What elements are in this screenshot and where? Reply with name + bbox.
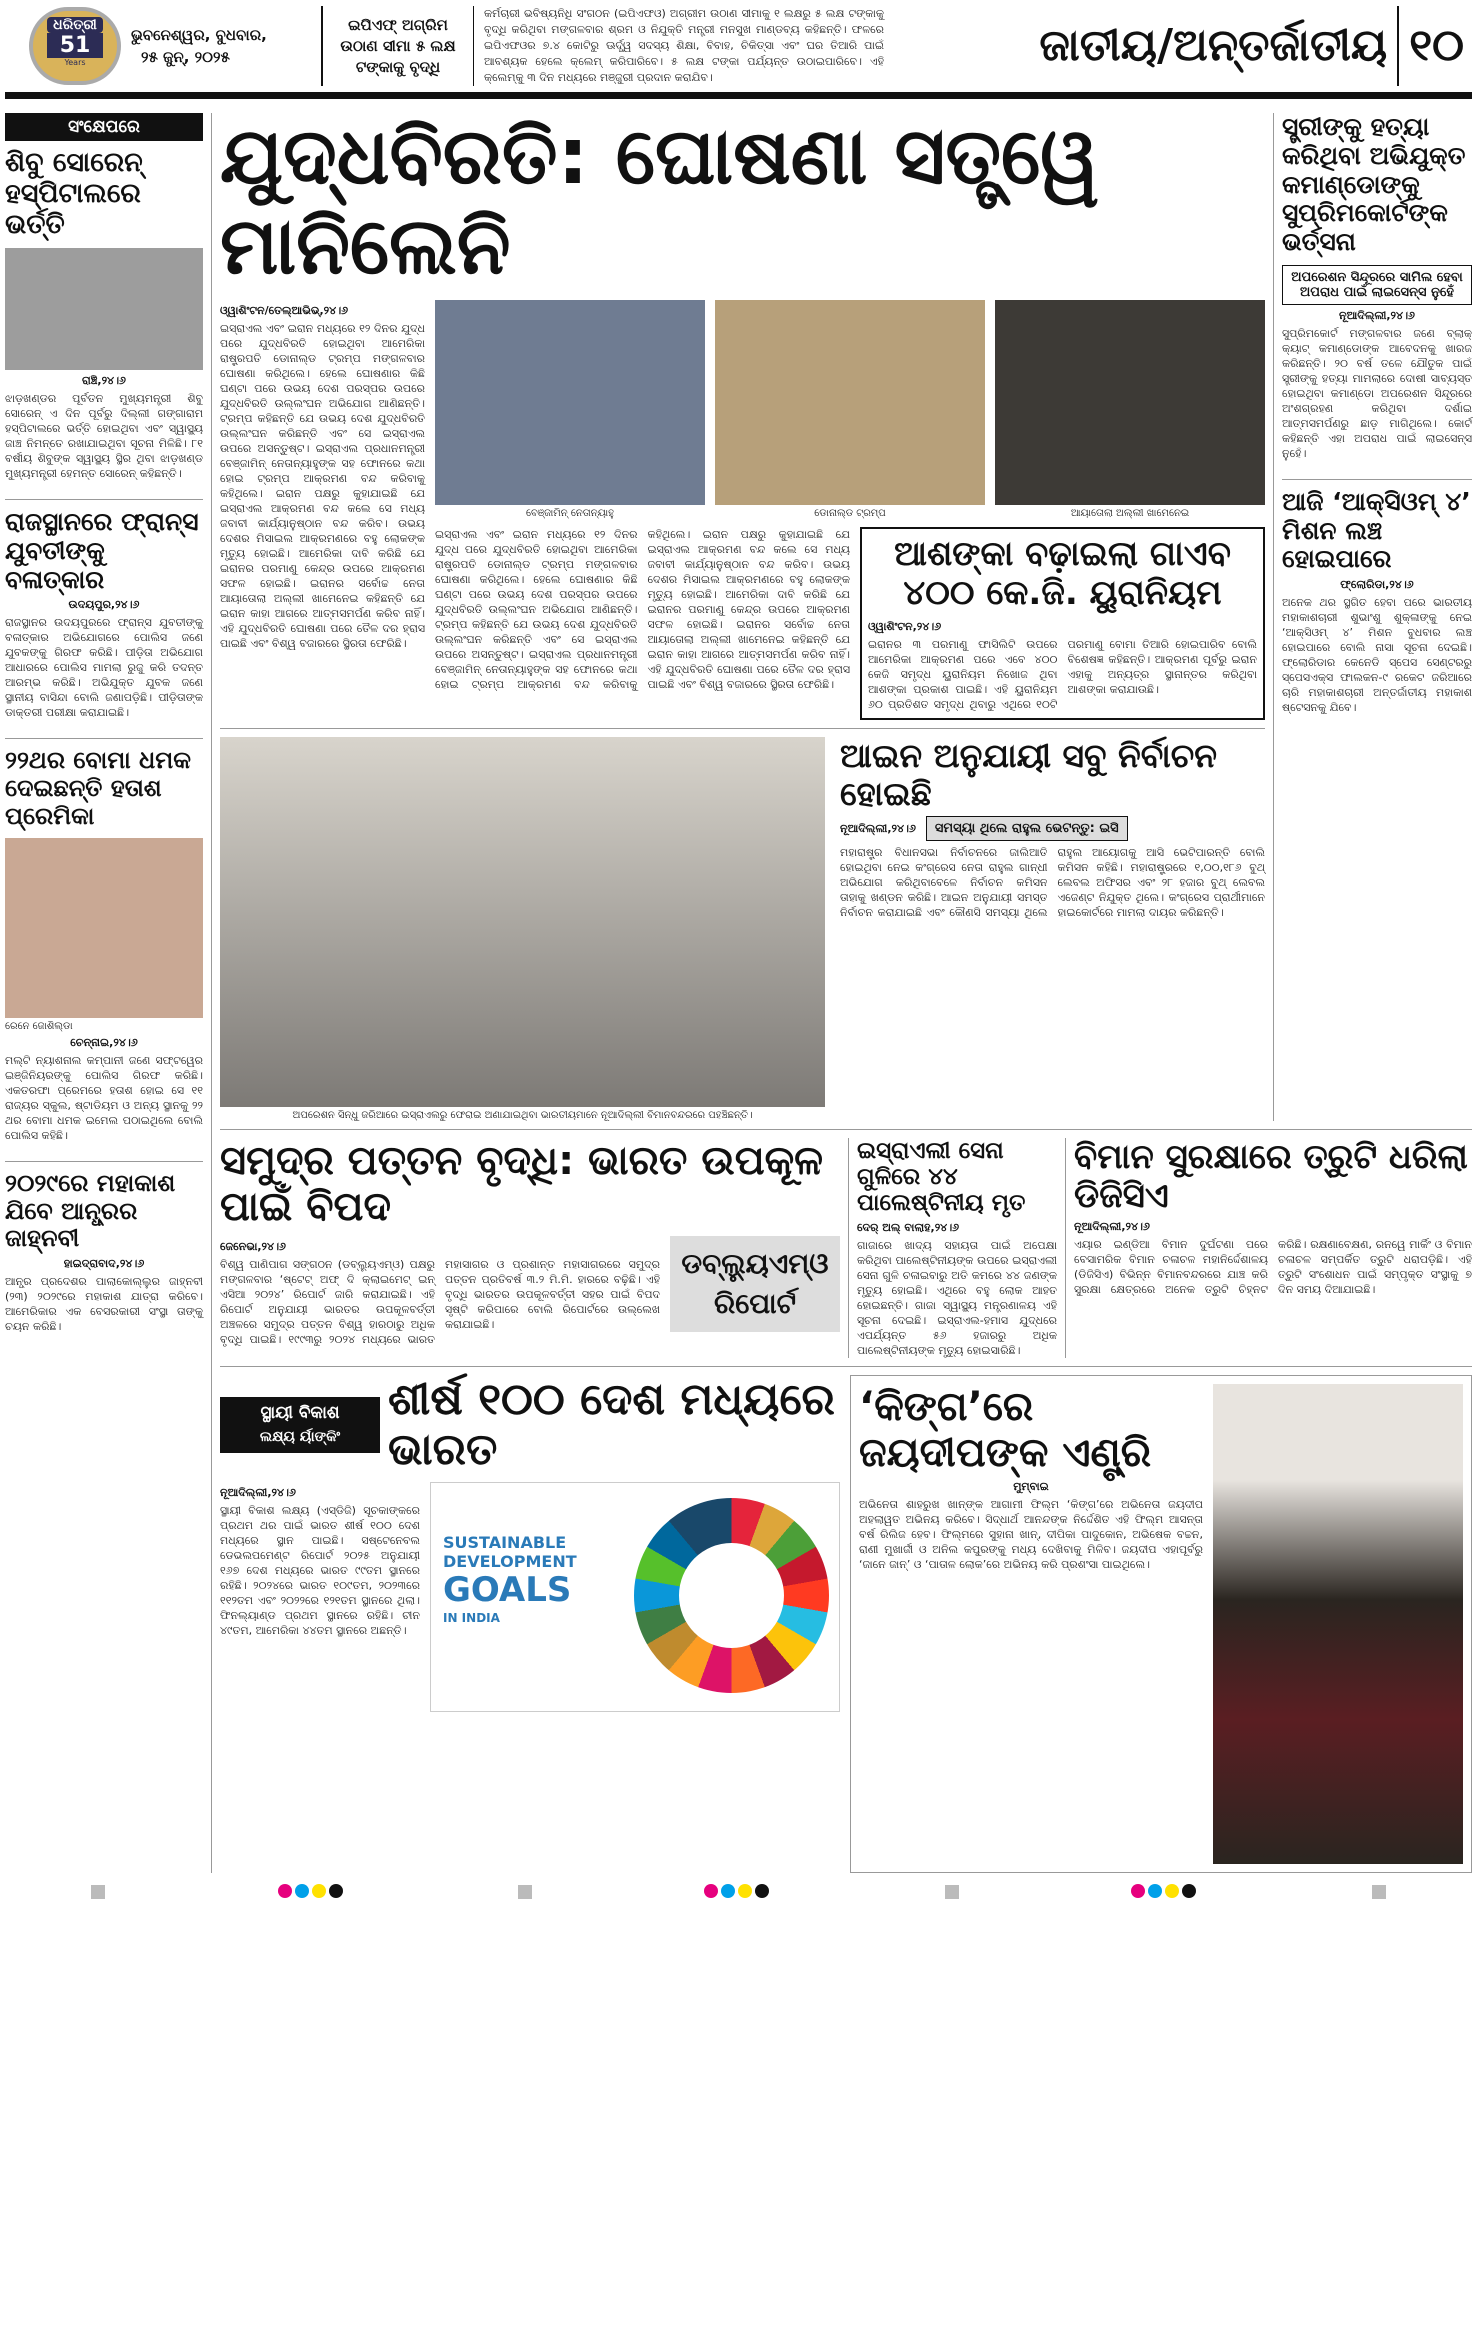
story-body: ଝାଡ଼ଖଣ୍ଡର ପୂର୍ବତନ ମୁଖ୍ୟମନ୍ତ୍ରୀ ଶିବୁ ସୋରେନ୍ ଏ ଦିନ ପୂର୍ବରୁ ଦିଲ୍ଲୀ ଗଙ୍ଗାରାମ ହସ୍ପିଟାଲରେ ଭର୍ତ୍ତି ହୋଇଥିବା ଏବଂ ସ୍ୱାସ୍ଥ୍ୟ ଜାଞ୍ଚ ନିମନ୍ତେ ରଖାଯାଇଥିବା ସୂଚନା ମିଳିଛି। ୮୧ ବର୍ଷୀୟ ଶିବୁଙ୍କ ସ୍ୱାସ୍ଥ୍ୟ ସ୍ଥିର ଥିବା ଝାଡ଼ଖଣ୍ଡ ମୁଖ୍ୟମନ୍ତ୍ରୀ ହେମନ୍ତ ସୋରେନ୍ କହିଛନ୍ତି। <box>5 392 203 481</box>
sdg-content <box>220 1482 840 1712</box>
lead-headline: ଯୁଦ୍ଧବିରତି: ଘୋଷଣା ସତ୍ତ୍ୱେ ମାନିଲେନି <box>220 112 1099 292</box>
dateline: ଓ୍ୱାଶିଂଟନ/ତେଲ୍‌ଆଭିଭ୍,୨୪।୬ <box>220 304 349 318</box>
dateline-date: ୨୫ ଜୁନ୍, ୨୦୨୫ <box>141 48 230 66</box>
divider <box>321 6 323 86</box>
photo-trump <box>715 300 985 505</box>
dateline: ନୂଆଦିଲ୍ଲୀ,୨୪।୬ <box>1339 308 1415 322</box>
photo-netanyahu <box>435 300 705 505</box>
dateline-city: ଭୁବନେଶ୍ୱର, ବୁଧବାର, <box>131 26 267 44</box>
row-divider <box>220 728 1265 729</box>
sdg-tag-bottom: ଲକ୍ଷ୍ୟ ର୍ୟାଙ୍କିଂ <box>259 1429 341 1446</box>
logo-emblem <box>29 7 121 85</box>
story-title: ଶିବୁ ସୋରେନ୍ ହସ୍ପିଟାଲରେ ଭର୍ତ୍ତି <box>5 147 143 241</box>
dateline: ରାଞ୍ଚି,୨୪।୬ <box>82 374 126 388</box>
brief-text: କର୍ମଚାରୀ ଭବିଷ୍ୟନିଧି ସଂଗଠନ (ଇପିଏଫଓ) ଅଗ୍ରୀମ ଉଠାଣ ସୀମାକୁ ୧ ଲକ୍ଷରୁ ୫ ଲକ୍ଷ ଟଙ୍କାକୁ ବୃଦ୍ଧି କରିଥିବା ମଙ୍ଗଳବାର ଶ୍ରମ ଓ ନିଯୁକ୍ତି ମନ୍ତ୍ରୀ ମନସୁଖ ମାଣ୍ଡବ୍ୟ କହିଛନ୍ତି। ଫଳରେ ଇପିଏଫଓର ୭.୪ କୋଟିରୁ ଊର୍ଦ୍ଧ୍ୱ ସଦସ୍ୟ ଶିକ୍ଷା, ବିବାହ, ଚିକିତ୍ସା ଏବଂ ଘର ତିଆରି ପାଇଁ ଆବଶ୍ୟକ ହେଲେ କ୍ଲେମ୍ କରିପାରିବେ। ୫ ଲକ୍ଷ ଟଙ୍କା ପର୍ଯ୍ୟନ୍ତ ଉଠାଇପାରିବେ। ଏହି କ୍ଲେମ୍‌କୁ ୩ ଦିନ ମଧ୍ୟରେ ମଞ୍ଜୁରୀ ପ୍ରଦାନ କରାଯିବ। <box>484 7 884 84</box>
lead-right <box>435 300 1265 719</box>
lead-area <box>220 113 1265 1121</box>
sea-content <box>220 1236 840 1347</box>
row-divider <box>220 1129 1472 1130</box>
dateline: ଚେନ୍ନାଇ,୨୪।୬ <box>70 1036 138 1050</box>
lead-body-cols: ଇସ୍ରାଏଲ ଏବଂ ଇରାନ ମଧ୍ୟରେ ୧୨ ଦିନର ଯୁଦ୍ଧ ପରେ ଯୁଦ୍ଧବିରତି ହୋଇଥିବା ଆମେରିକା ରାଷ୍ଟ୍ରପତି ଡୋନାଲ୍ଡ ଟ୍ରମ୍ପ ମଙ୍ଗଳବାର ଘୋଷଣା କରିଥିଲେ। ହେଲେ ଘୋଷଣାର କିଛି ଘଣ୍ଟା ପରେ ଉଭୟ ଦେଶ ପରସ୍ପର ଉପରେ ଯୁଦ୍ଧବିରତି ଉଲ୍ଲଂଘନ ଅଭିଯୋଗ ଆଣିଛନ୍ତି। ଟ୍ରମ୍ପ କହିଛନ୍ତି ଯେ ଉଭୟ ଦେଶ ଯୁଦ୍ଧବିରତି ଉଲ୍ଲଂଘନ କରିଛନ୍ତି ଏବଂ ସେ ଇସ୍ରାଏଲ ଉପରେ ଅସନ୍ତୁଷ୍ଟ। ଇସ୍ରାଏଲ ପ୍ରଧାନମନ୍ତ୍ରୀ ବେଞ୍ଜାମିନ୍ ନେତାନ୍ୟାହୁଙ୍କ ସହ ଫୋନରେ କଥା ହୋଇ ଟ୍ରମ୍ପ ଆକ୍ରମଣ ବନ୍ଦ କରିବାକୁ କହିଥିଲେ। ଇରାନ ପକ୍ଷରୁ କୁହାଯାଇଛି ଯେ ଇସ୍ରାଏଲ ଆକ୍ରମଣ ବନ୍ଦ କଲେ ସେ ମଧ୍ୟ ଜବାବୀ କାର୍ଯ୍ୟାନୁଷ୍ଠାନ ବନ୍ଦ କରିବ। ଉଭୟ ଦେଶର ମିସାଇଲ ଆକ୍ରମଣରେ ବହୁ ଲୋକଙ୍କ ମୃତ୍ୟୁ ହୋଇଛି। ଆମେରିକା ଦାବି କରିଛି ଯେ ଇରାନର ପରମାଣୁ କେନ୍ଦ୍ର ଉପରେ ଆକ୍ରମଣ ସଫଳ ହୋଇଛି। ଇରାନର ସର୍ବୋଚ୍ଚ ନେତା ଆୟାତୋଲା ଅଲ୍ଲୀ ଖାମେନେଇ କହିଛନ୍ତି ଯେ ଇରାନ କାହା ଆଗରେ ଆତ୍ମସମର୍ପଣ କରିବ ନାହିଁ। ଏହି ଯୁଦ୍ଧବିରତି ଘୋଷଣା ପରେ ତୈଳ ଦର ହ୍ରାସ ପାଇଛି ଏବଂ ବିଶ୍ୱ ବଜାରରେ ସ୍ଥିରତା ଫେରିଛି। <box>435 528 850 692</box>
story-body: ଏୟାର ଇଣ୍ଡିଆ ବିମାନ ଦୁର୍ଘଟଣା ପରେ ବେସାମରିକ ବିମାନ ଚଳାଚଳ ମହାନିର୍ଦ୍ଦେଶାଳୟ (ଡିଜିସିଏ) ବିଭିନ୍ନ ବିମାନବନ୍ଦରରେ ଯାଞ୍ଚ କରି ସୁରକ୍ଷା କ୍ଷେତ୍ରରେ ଅନେକ ତ୍ରୁଟି ଚିହ୍ନଟ କରିଛି। ରକ୍ଷଣାବେକ୍ଷଣ, ରନୱେ ମାର୍କିଂ ଓ ବିମାନ ଚଳାଚଳ ସମ୍ପର୍କିତ ତ୍ରୁଟି ଧରାପଡ଼ିଛି। ଏହି ତ୍ରୁଟି ସଂଶୋଧନ ପାଇଁ ସମ୍ପୃକ୍ତ ସଂସ୍ଥାକୁ ୭ ଦିନ ସମୟ ଦିଆଯାଇଛି। <box>1074 1237 1472 1296</box>
divider <box>473 6 474 86</box>
story-title: ଶୀର୍ଷ ୧୦୦ ଦେଶ ମଧ୍ୟରେ ଭାରତ <box>388 1373 835 1476</box>
sdg-logo-text-block <box>443 1533 577 1628</box>
dateline: ନୂଆଦିଲ୍ଲୀ,୨୪।୬ <box>220 1486 296 1500</box>
story-title: ସ୍ତ୍ରୀଙ୍କୁ ହତ୍ୟା କରିଥିବା ଅଭିଯୁକ୍ତ କମାଣ୍ଡୋଙ୍କୁ ସୁପ୍ରିମକୋର୍ଟଙ୍କ ଭର୍ତ୍ସନା <box>1282 112 1466 256</box>
divider <box>5 738 203 739</box>
divider <box>5 1161 203 1162</box>
lead-story <box>220 300 1265 719</box>
photo-evacuees-airport <box>220 737 825 1107</box>
photo-caption: ଡୋନାଲ୍ଡ ଟ୍ରମ୍ପ <box>814 508 886 520</box>
story-title: ‘କିଙ୍ଗ’ରେ ଜୟଦୀପଙ୍କ ଏଣ୍ଟ୍ରି <box>859 1383 1152 1476</box>
left-column <box>5 113 203 1334</box>
story-body: ଅନେକ ଥର ସ୍ଥଗିତ ହେବା ପରେ ଭାରତୀୟ ମହାକାଶଚାରୀ ଶୁଭାଂଶୁ ଶୁକ୍ଳାଙ୍କୁ ନେଇ ‘ଆକ୍ସିଓମ୍ ୪’ ମିଶନ ବୁଧବାର ଲଞ୍ଚ ହୋଇପାରେ ବୋଲି ନାସା ସୂଚନା ଦେଇଛି। ଫ୍ଲୋରିଡାର କେନେଡି ସ୍ପେସ ସେଣ୍ଟରରୁ ସ୍ପେସଏକ୍ସ ଫାଲକନ-୯ ରକେଟ ଜରିଆରେ ଚାରି ମହାକାଶଚାରୀ ଅନ୍ତର୍ଜାତୀୟ ମହାକାଶ ଷ୍ଟେସନକୁ ଯିବେ। <box>1282 596 1472 714</box>
logo-years: 51 <box>47 33 103 58</box>
section-tag-brief: ସଂକ୍ଷେପରେ <box>5 113 203 141</box>
story-title: ଇସ୍ରାଏଲୀ ସେନା ଗୁଳିରେ ୪୪ ପାଲେଷ୍ଟିନୀୟ ମୃତ <box>857 1137 1026 1217</box>
masthead-rule <box>5 92 1472 99</box>
main-area <box>220 113 1472 1873</box>
page-number: ୧୦ <box>1409 19 1464 71</box>
dateline: ନୂଆଦିଲ୍ଲୀ,୨୪।୬ <box>1074 1219 1150 1233</box>
logo-sub: Years <box>64 58 86 67</box>
print-registration-marks <box>5 1883 1472 1908</box>
story-title: ରାଜସ୍ଥାନରେ ଫ୍ରାନ୍ସ ଯୁବତୀଙ୍କୁ ବଳାତ୍କାର <box>5 507 199 594</box>
story-body: ଇରାନର ୩ ପରମାଣୁ ଫାସିଲିଟି ଉପରେ ଆମେରିକା ଆକ୍ରମଣ ପରେ ଏବେ ୪୦୦ କେଜି ସମୃଦ୍ଧ ୟୁରାନିୟମ ନିଖୋଜ ଥିବା ଆଶଙ୍କା ପ୍ରକାଶ ପାଇଛି। ଏହି ୟୁରାନିୟମ ୬୦ ପ୍ରତିଶତ ସମୃଦ୍ଧ ଥିବାରୁ ଏଥିରେ ୧୦ଟି ପରମାଣୁ ବୋମା ତିଆରି ହୋଇପାରିବ ବୋଲି ବିଶେଷଜ୍ଞ କହିଛନ୍ତି। ଆକ୍ରମଣ ପୂର୍ବରୁ ଇରାନ ଏହାକୁ ଅନ୍ୟତ୍ର ସ୍ଥାନାନ୍ତର କରିଥିବା ଆଶଙ୍କା କରାଯାଉଛି। <box>868 637 1257 711</box>
dateline: ମୁମ୍ବାଇ <box>1013 1479 1049 1493</box>
divider <box>1397 6 1399 86</box>
dateline: ଦେର୍ ଅଲ୍ ବାଲାହ,୨୪।୬ <box>857 1220 960 1234</box>
report-box: ଡବ୍ଲ୍ୟୁଏମ୍ଓ ରିପୋର୍ଟ <box>670 1236 840 1332</box>
mid-section <box>220 737 1265 1121</box>
column-divider <box>1273 113 1274 1121</box>
dateline: ଓ୍ୱାଶିଂଟନ,୨୪।୬ <box>868 619 942 633</box>
sea-story <box>220 1138 840 1347</box>
dateline: ହାଇଦ୍ରାବାଦ,୨୪।୬ <box>63 1256 145 1270</box>
lead-col1 <box>220 300 425 651</box>
photo-caption: ଅପରେଶନ ସିନ୍ଧୁ ଜରିଆରେ ଇସ୍ରାଏଲରୁ ଫେରାଇ ଅଣାଯାଇଥିବା ଭାରତୀୟମାନେ ନୂଆଦିଲ୍ଲୀ ବିମାନବନ୍ଦରରେ ପହଞ୍ଚିଛନ୍ତି। <box>292 1109 753 1121</box>
photo-caption: ବେଞ୍ଜାମିନ୍ ନେତାନ୍ୟାହୁ <box>526 508 614 520</box>
lower-section <box>220 1138 1472 1358</box>
story-body: ମଲ୍ଟି ନ୍ୟାଶନାଲ କମ୍ପାନୀ ଜଣେ ସଫ୍ଟୱେର ଇଞ୍ଜିନିୟରଙ୍କୁ ପୋଲିସ ଗିରଫ କରିଛି। ଏକତରଫା ପ୍ରେମରେ ହତାଶ ହୋଇ ସେ ୧୧ ରାଜ୍ୟର ସ୍କୁଲ, ଷ୍ଟାଡିୟମ ଓ ଅନ୍ୟ ସ୍ଥାନକୁ ୨୨ ଥର ବୋମା ଧମକ ଇମେଲ ପଠାଇଥିଲେ ବୋଲି ପୋଲିସ କହିଛି। <box>5 1054 203 1143</box>
story-body: ଆନ୍ଧ୍ର ପ୍ରଦେଶର ପାଲାକୋଲ୍ଲୁର ଜାହ୍ନବୀ (୨୩) ୨୦୨୯ରେ ମହାକାଶ ଯାତ୍ରା କରିବେ। ଆମେରିକାର ଏକ ବେସରକାରୀ ସଂସ୍ଥା ତାଙ୍କୁ ଚୟନ କରିଛି। <box>5 1274 203 1333</box>
story-title: ଆଶଙ୍କା ବଢ଼ାଇଲା ଗାଏବ ୪୦୦ କେ.ଜି. ୟୁରାନିୟମ <box>894 534 1231 614</box>
sdg-wheel-icon <box>634 1498 829 1693</box>
dateline: ଜେନେଭା,୨୪।୬ <box>220 1239 286 1253</box>
story-title: ବିମାନ ସୁରକ୍ଷାରେ ତ୍ରୁଟି ଧରିଲା ଡିଜିସିଏ <box>1074 1136 1468 1216</box>
dateline: ଫ୍ଲୋରିଡା,୨୪।୬ <box>1340 578 1414 591</box>
dateline <box>131 24 311 68</box>
sdg-logo-text: GOALS <box>443 1570 572 1611</box>
divider <box>1282 479 1472 480</box>
story-body: ସ୍ଥାୟୀ ବିକାଶ ଲକ୍ଷ୍ୟ (ଏସ୍‌ଡିଜି) ସୂଚକାଙ୍କରେ ପ୍ରଥମ ଥର ପାଇଁ ଭାରତ ଶୀର୍ଷ ୧୦୦ ଦେଶ ମଧ୍ୟରେ ସ୍ଥାନ ପାଇଛି। ସଷ୍ଟେନେବଲ ଡେଭଲପମେଣ୍ଟ ରିପୋର୍ଟ ୨୦୨୫ ଅନୁଯାୟୀ ୧୬୭ ଦେଶ ମଧ୍ୟରେ ଭାରତ ୯୯ତମ ସ୍ଥାନରେ ରହିଛି। ୨୦୨୪ରେ ଭାରତ ୧୦୯ତମ, ୨୦୨୩ରେ ୧୧୨ତମ ଏବଂ ୨୦୨୨ରେ ୧୨୧ତମ ସ୍ଥାନରେ ଥିଲା। ଫିନଲ୍ୟାଣ୍ଡ ପ୍ରଥମ ସ୍ଥାନରେ ରହିଛି। ଚୀନ ୪୯ତମ, ଆମେରିକା ୪୪ତମ ସ୍ଥାନରେ ଅଛନ୍ତି। <box>220 1504 420 1638</box>
right-column <box>1282 113 1472 715</box>
brief-title: ଇପିଏଫ୍ ଅଗ୍ରିମ ଉଠାଣ ସୀମା ୫ ଲକ୍ଷ ଟଙ୍କାକୁ ବୃଦ୍ଧି <box>340 15 456 76</box>
story-title: ୨୨ଥର ବୋମା ଧମକ ଦେଇଛନ୍ତି ହତାଶ ପ୍ରେମିକା <box>5 746 191 830</box>
israel-story <box>857 1138 1057 1358</box>
page-body <box>5 113 1472 1873</box>
story-body: ଅଭିନେତା ଶାହରୁଖ ଖାନ୍‌ଙ୍କ ଆଗାମୀ ଫିଲ୍ମ ‘କିଙ୍ଗ’ରେ ଅଭିନେତା ଜୟଦୀପ ଅହଲାୱତ ଅଭିନୟ କରିବେ। ସିଦ୍ଧାର୍ଥ ଆନନ୍ଦଙ୍କ ନିର୍ଦ୍ଦେଶିତ ଏହି ଫିଲ୍ମ ଆସନ୍ତା ବର୍ଷ ରିଲିଜ ହେବ। ଫିଲ୍ମରେ ସୁହାନା ଖାନ୍, ଦୀପିକା ପାଦୁକୋନ, ଅଭିଷେକ ବଚ୍ଚନ, ରାଣୀ ମୁଖାର୍ଜୀ ଓ ଅନିଲ କପୁରଙ୍କୁ ମଧ୍ୟ ଦେଖିବାକୁ ମିଳିବ। ଜୟଦୀପ ଏହାପୂର୍ବରୁ ‘ଜାନେ ଜାନ୍’ ଓ ‘ପାତାଳ ଲୋକ’ରେ ଅଭିନୟ କରି ପ୍ରଶଂସା ପାଇଥିଲେ। <box>859 1497 1203 1571</box>
story-title: ଆଜି ‘ଆକ୍ସିଓମ୍ ୪’ ମିଶନ ଲଞ୍ଚ ହୋଇପାରେ <box>1282 486 1471 574</box>
story-body: ମହାରାଷ୍ଟ୍ର ବିଧାନସଭା ନିର୍ବାଚନରେ ଜାଲିଆତି ହୋଇଥିବା ନେଇ କଂଗ୍ରେସ ନେତା ରାହୁଲ ଗାନ୍ଧୀ ଅଭିଯୋଗ କରିଥିବାବେଳେ ନିର୍ବାଚନ କମିସନ ତାହାକୁ ଖଣ୍ଡନ କରିଛି। ଆଇନ ଅନୁଯାୟୀ ସମସ୍ତ ନିର୍ବାଚନ କରାଯାଇଛି ଏବଂ କୌଣସି ସମସ୍ୟା ଥିଲେ ରାହୁଲ ଆୟୋଗକୁ ଆସି ଭେଟିପାରନ୍ତି ବୋଲି କମିସନ କହିଛି। ମହାରାଷ୍ଟ୍ରରେ ୧,୦୦,୧୮୬ ବୁଥ୍ ଲେବଲ ଅଫିସର ଏବଂ ୨୮ ହଜାର ବୁଥ୍ ଲେବଲ ଏଜେଣ୍ଟ ନିଯୁକ୍ତ ଥିଲେ। କଂଗ୍ରେସ ପ୍ରାର୍ଥୀମାନେ ହାଇକୋର୍ଟରେ ମାମଲା ଦାୟର କରିଛନ୍ତି। <box>840 846 1265 920</box>
story-title: ଆଇନ ଅନୁଯାୟୀ ସବୁ ନିର୍ବାଚନ ହୋଇଛି <box>840 735 1217 813</box>
aviation-story <box>1074 1138 1472 1297</box>
photo-khamenei <box>995 300 1265 505</box>
column-divider <box>211 113 212 1873</box>
election-story <box>840 737 1265 921</box>
election-meta <box>840 816 1265 841</box>
sdg-logo-text: SUSTAINABLE <box>443 1533 567 1553</box>
dateline: ଉଦୟପୁର,୨୪।୬ <box>68 598 140 612</box>
lead-lower <box>435 527 1265 719</box>
story-tag: ଅପରେଶନ ସିନ୍ଦୂରରେ ସାମିଲ ହେବା ଅପରାଧ ପାଇଁ ଲାଇସେନ୍ସ ନୁହେଁ <box>1282 265 1472 305</box>
lead-body-col1: ଇସ୍ରାଏଲ ଏବଂ ଇରାନ ମଧ୍ୟରେ ୧୨ ଦିନର ଯୁଦ୍ଧ ପରେ ଯୁଦ୍ଧବିରତି ହୋଇଥିବା ଆମେରିକା ରାଷ୍ଟ୍ରପତି ଡୋନାଲ୍ଡ ଟ୍ରମ୍ପ ମଙ୍ଗଳବାର ଘୋଷଣା କରିଥିଲେ। ହେଲେ ଘୋଷଣାର କିଛି ଘଣ୍ଟା ପରେ ଉଭୟ ଦେଶ ପରସ୍ପର ଉପରେ ଯୁଦ୍ଧବିରତି ଉଲ୍ଲଂଘନ ଅଭିଯୋଗ ଆଣିଛନ୍ତି। ଟ୍ରମ୍ପ କହିଛନ୍ତି ଯେ ଉଭୟ ଦେଶ ଯୁଦ୍ଧବିରତି ଉଲ୍ଲଂଘନ କରିଛନ୍ତି ଏବଂ ସେ ଇସ୍ରାଏଲ ଉପରେ ଅସନ୍ତୁଷ୍ଟ। ଇସ୍ରାଏଲ ପ୍ରଧାନମନ୍ତ୍ରୀ ବେଞ୍ଜାମିନ୍ ନେତାନ୍ୟାହୁଙ୍କ ସହ ଫୋନରେ କଥା ହୋଇ ଟ୍ରମ୍ପ ଆକ୍ରମଣ ବନ୍ଦ କରିବାକୁ କହିଥିଲେ। ଇରାନ ପକ୍ଷରୁ କୁହାଯାଇଛି ଯେ ଇସ୍ରାଏଲ ଆକ୍ରମଣ ବନ୍ଦ କଲେ ସେ ମଧ୍ୟ ଜବାବୀ କାର୍ଯ୍ୟାନୁଷ୍ଠାନ ବନ୍ଦ କରିବ। ଉଭୟ ଦେଶର ମିସାଇଲ ଆକ୍ରମଣରେ ବହୁ ଲୋକଙ୍କ ମୃତ୍ୟୁ ହୋଇଛି। ଆମେରିକା ଦାବି କରିଛି ଯେ ଇରାନର ପରମାଣୁ କେନ୍ଦ୍ର ଉପରେ ଆକ୍ରମଣ ସଫଳ ହୋଇଛି। ଇରାନର ସର୍ବୋଚ୍ଚ ନେତା ଆୟାତୋଲା ଅଲ୍ଲୀ ଖାମେନେଇ କହିଛନ୍ତି ଯେ ଇରାନ କାହା ଆଗରେ ଆତ୍ମସମର୍ପଣ କରିବ ନାହିଁ। ଏହି ଯୁଦ୍ଧବିରତି ଘୋଷଣା ପରେ ତୈଳ ଦର ହ୍ରାସ ପାଇଛି ଏବଂ ବିଶ୍ୱ ବଜାରରେ ସ୍ଥିରତା ଫେରିଛି। <box>220 322 425 651</box>
dateline: ନୂଆଦିଲ୍ଲୀ,୨୪।୬ <box>840 822 916 836</box>
bottom-section <box>220 1375 1472 1873</box>
masthead <box>5 6 1472 86</box>
column-divider <box>1065 1138 1066 1358</box>
photo-woman <box>5 838 203 1018</box>
king-text <box>859 1384 1203 1572</box>
logo-text: ଧରିତ୍ରୀ <box>47 17 103 33</box>
sdg-story <box>220 1375 840 1712</box>
photo-block <box>715 300 985 519</box>
sdg-logo-text: IN INDIA <box>443 1611 500 1626</box>
photo-jaideep-ahlawat <box>1213 1384 1463 1864</box>
column-divider <box>848 1138 849 1358</box>
uranium-box <box>860 527 1265 719</box>
story-title: ୨୦୨୯ରେ ମହାକାଶ ଯିବେ ଆନ୍ଧ୍ରର ଜାହ୍ନବୀ <box>5 1169 176 1253</box>
sdg-tag <box>220 1397 380 1453</box>
sdg-header <box>220 1375 840 1476</box>
sdg-text <box>220 1482 420 1638</box>
sdg-tag-top: ସ୍ଥାୟୀ ବିକାଶ <box>260 1403 340 1424</box>
photo-caption: ରେନେ ଜୋଶିଲ୍ଡା <box>5 1021 73 1033</box>
story-tag: ସମସ୍ୟା ଥିଲେ ରାହୁଲ ଭେଟନ୍ତୁ: ଇସି <box>926 816 1128 841</box>
sdg-logo-text: DEVELOPMENT <box>443 1552 577 1572</box>
story-title: ସମୁଦ୍ର ପତ୍ତନ ବୃଦ୍ଧି: ଭାରତ ଉପକୂଳ ପାଇଁ ବିପଦ <box>220 1137 824 1230</box>
photo-shibu-soren <box>5 248 203 370</box>
divider <box>5 499 203 500</box>
sea-text <box>220 1236 660 1347</box>
top-section <box>220 113 1472 1121</box>
king-box <box>850 1375 1472 1873</box>
sdg-logo <box>430 1482 840 1712</box>
row-divider <box>220 1366 1472 1367</box>
photo-caption: ଆୟାତୋଲା ଅଲ୍ଲୀ ଖାମେନେଇ <box>1070 508 1190 520</box>
section-title: ଜାତୀୟ/ଅନ୍ତର୍ଜାତୀୟ <box>1039 19 1388 71</box>
story-body: ରାଜସ୍ଥାନର ଉଦୟପୁରରେ ଫ୍ରାନ୍ସ ଯୁବତୀଙ୍କୁ ବଳାତ୍କାର ଅଭିଯୋଗରେ ପୋଲିସ ଜଣେ ଯୁବକଙ୍କୁ ଗିରଫ କରିଛି। ପୀଡ଼ିତା ଅଭିଯୋଗ ଆଧାରରେ ପୋଲିସ ମାମଲା ରୁଜୁ କରି ତଦନ୍ତ ଆରମ୍ଭ କରିଛି। ଅଭିଯୁକ୍ତ ଯୁବକ ଜଣେ ସ୍ଥାନୀୟ ବାସିନ୍ଦା ବୋଲି ଜଣାପଡ଼ିଛି। ପୀଡ଼ିତାଙ୍କ ଡାକ୍ତରୀ ପରୀକ୍ଷା କରାଯାଇଛି। <box>5 616 203 720</box>
lead-photos <box>435 300 1265 519</box>
story-body: ସୁପ୍ରିମକୋର୍ଟ ମଙ୍ଗଳବାର ଜଣେ ବ୍ଲାକ୍ କ୍ୟାଟ୍ କମାଣ୍ଡୋଙ୍କ ଆବେଦନକୁ ଖାରଜ କରିଛନ୍ତି। ୨୦ ବର୍ଷ ତଳେ ଯୌତୁକ ପାଇଁ ସ୍ତ୍ରୀଙ୍କୁ ହତ୍ୟା ମାମଲାରେ ଦୋଷୀ ସାବ୍ୟସ୍ତ ହୋଇଥିବା କମାଣ୍ଡୋ ଅପରେଶନ ସିନ୍ଦୂରରେ ଅଂଶଗ୍ରହଣ କରିଥିବା ଦର୍ଶାଇ ଆତ୍ମସମର୍ପଣରୁ ଛାଡ଼ ମାଗିଥିଲେ। କୋର୍ଟ କହିଛନ୍ତି ଏହା ଅପରାଧ ପାଇଁ ଲାଇସେନ୍ସ ନୁହେଁ। <box>1282 326 1472 460</box>
story-body: ଗାଜାରେ ଖାଦ୍ୟ ସହାୟତା ପାଇଁ ଅପେକ୍ଷା କରିଥିବା ପାଲେଷ୍ଟିନୀୟଙ୍କ ଉପରେ ଇସ୍ରାଏଲୀ ସେନା ଗୁଳି ଚଳାଇବାରୁ ଅତି କମରେ ୪୪ ଜଣଙ୍କ ମୃତ୍ୟୁ ହୋଇଛି। ଏଥିରେ ବହୁ ଲୋକ ଆହତ ହୋଇଛନ୍ତି। ଗାଜା ସ୍ୱାସ୍ଥ୍ୟ ମନ୍ତ୍ରଣାଳୟ ଏହି ସୂଚନା ଦେଇଛି। ଇସ୍ରାଏଲ-ହମାସ ଯୁଦ୍ଧରେ ଏପର୍ଯ୍ୟନ୍ତ ୫୬ ହଜାରରୁ ଅଧିକ ପାଲେଷ୍ଟିନୀୟଙ୍କ ମୃତ୍ୟୁ ହୋଇସାରିଛି। <box>857 1238 1057 1357</box>
photo-block <box>435 300 705 519</box>
photo-block <box>995 300 1265 519</box>
crowd-photo-block <box>220 737 825 1121</box>
story-body: ବିଶ୍ୱ ପାଣିପାଗ ସଙ୍ଗଠନ (ଡବ୍ଲ୍ୟୁଏମ୍ଓ) ପକ୍ଷରୁ ମଙ୍ଗଳବାର ‘ଷ୍ଟେଟ୍ ଅଫ୍ ଦି କ୍ଲାଇମେଟ୍ ଇନ୍ ଏସିଆ ୨୦୨୪’ ରିପୋର୍ଟ ଜାରି କରାଯାଇଛି। ଏହି ରିପୋର୍ଟ ଅନୁଯାୟୀ ଭାରତର ଉପକୂଳବର୍ତ୍ତୀ ଅଞ୍ଚଳରେ ସମୁଦ୍ର ପତ୍ତନ ବିଶ୍ୱ ହାରଠାରୁ ଅଧିକ ବୃଦ୍ଧି ପାଇଛି। ୧୯୯୩ରୁ ୨୦୨୪ ମଧ୍ୟରେ ଭାରତ ମହାସାଗର ଓ ପ୍ରଶାନ୍ତ ମହାସାଗରରେ ସମୁଦ୍ର ପତ୍ତନ ପ୍ରତିବର୍ଷ ୩.୨ ମି.ମି. ହାରରେ ବଢ଼ିଛି। ଏହି ବୃଦ୍ଧି ଭାରତର ଉପକୂଳବର୍ତ୍ତୀ ସହର ପାଇଁ ବିପଦ ସୃଷ୍ଟି କରିପାରେ ବୋଲି ରିପୋର୍ଟରେ ଉଲ୍ଲେଖ କରାଯାଇଛି। <box>220 1257 660 1346</box>
